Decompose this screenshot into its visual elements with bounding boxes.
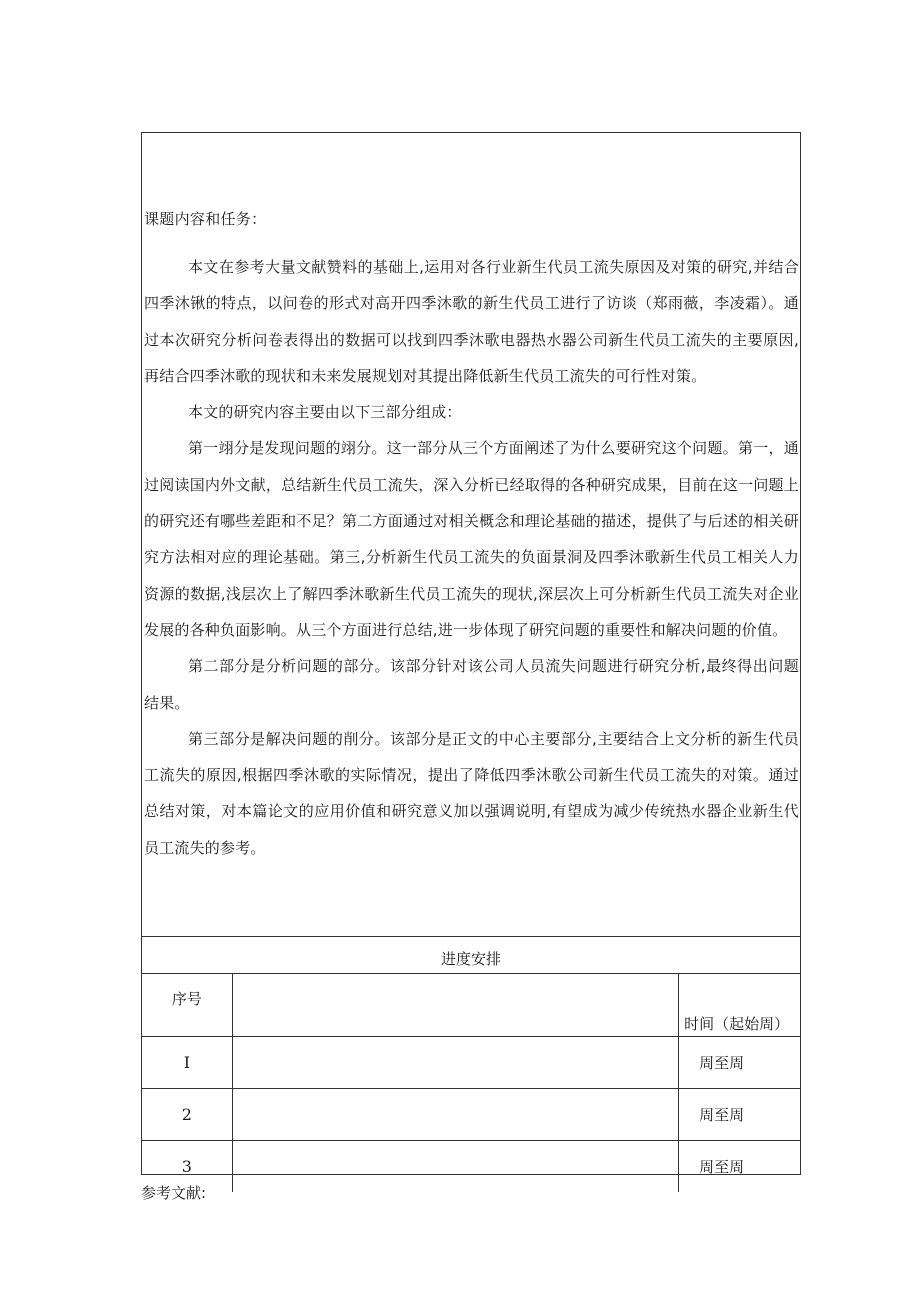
- row-index: I: [142, 1037, 232, 1089]
- section-body: [144, 249, 799, 866]
- paragraph-part-two: 第二部分是分析问题的部分。该部分针对该公司人员流失问题进行研究分析,最终得出问题结果。: [144, 657, 799, 712]
- paragraph-intro: 本文在参考大量文献赞料的基础上,运用对各行业新生代员工流失原因及对策的研究,并结合四季沐锹的特点，以问卷的形式对高开四季沐歌的新生代员工进行了访谈（郑雨薇，李凌霜）。通过本次研究分析问卷表得出的数据可以找到四季沐歌电器热水器公司新生代员工流失的主要原因,再结合四季沐歌的现状和未来发展规划对其提出降低新生代员工流失的可行性对策。: [144, 258, 799, 385]
- row-time: 周至周: [679, 1089, 800, 1141]
- header-index: 序号: [142, 974, 232, 1037]
- paragraph-part-three: 第三部分是解决问题的削分。该部分是正文的中心主要部分,主要结合上文分析的新生代员工流失的原因,根据四季沐歌的实际情况，提出了降低四季沐歌公司新生代员工流失的对策。通过总结对策，对本篇论文的应用价值和研究意义加以强调说明,有望成为减少传统热水器企业新生代员工流失的参考。: [144, 729, 799, 857]
- row-content[interactable]: [232, 1089, 678, 1141]
- row-index: 3: [142, 1141, 232, 1193]
- header-content: [232, 974, 678, 1037]
- paragraph-part-one: 第一翊分是发现问题的翊分。这一部分从三个方面阐述了为什么要研究这个问题。第一，通过阅读国内外文献，总结新生代员工流失，深入分析已经取得的各种研究成果，目前在这一问题上的研究还有哪些差距和不足？第二方面通过对相关概念和理论基础的描述，提供了与后述的相关研究方法相对应的理论基础。第三,分析新生代员工流失的负面景洞及四季沐歌新生代员工相关人力资源的数据,浅层次上了解四季沐歌新生代员工流失的现状,深层次上可分析新生代员工流失对企业发展的各种负面影响。从三个方面进行总结,进一步体现了研究问题的重要性和解决问题的价值。: [144, 439, 799, 639]
- row-content[interactable]: [232, 1037, 678, 1089]
- row-content[interactable]: [232, 1141, 678, 1193]
- references-label: 参考文献:: [141, 1184, 207, 1202]
- proposal-form-frame: [141, 132, 801, 1175]
- row-time: 周至周: [679, 1037, 800, 1089]
- schedule-header-row: [142, 974, 800, 1037]
- table-row: [142, 1141, 800, 1193]
- task-content-section: [142, 133, 800, 937]
- schedule-title: 进度安排: [440, 950, 501, 968]
- header-time: 时间（起始周）: [679, 974, 800, 1037]
- section-heading: 课题内容和任务：: [144, 210, 267, 228]
- row-time: 周至周: [679, 1141, 800, 1193]
- schedule-table: [142, 973, 800, 1192]
- row-index: 2: [142, 1089, 232, 1141]
- table-row: [142, 1089, 800, 1141]
- table-row: [142, 1037, 800, 1089]
- paragraph-outline: 本文的研究内容主要由以下三部分组成：: [188, 403, 462, 422]
